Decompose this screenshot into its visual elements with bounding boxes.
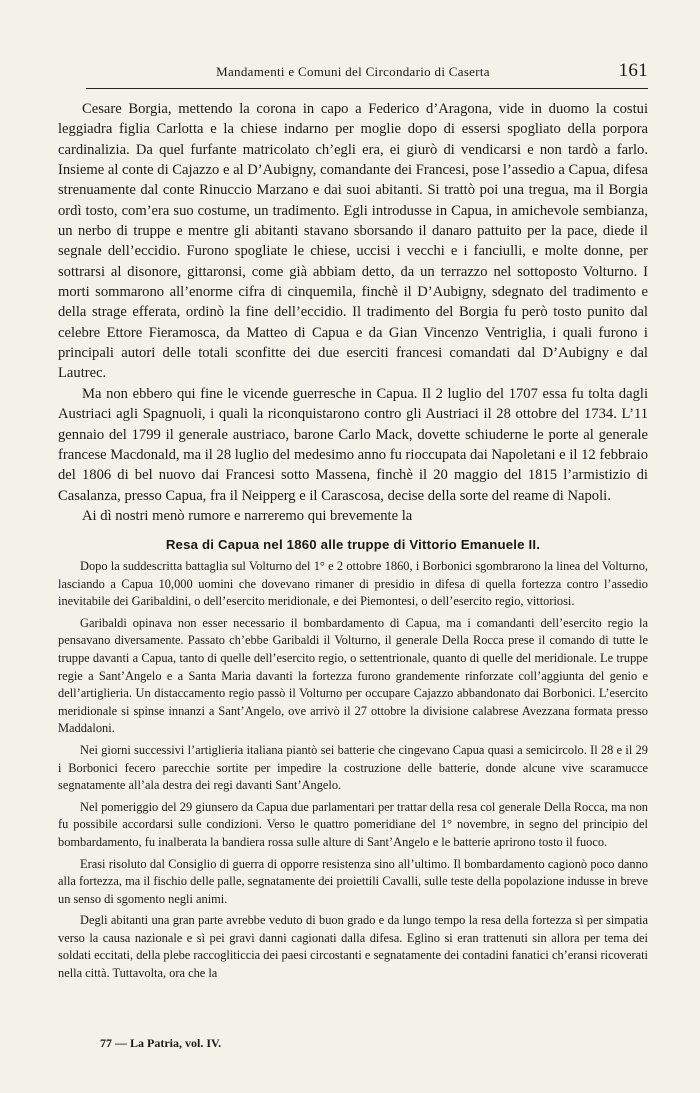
main-text [58, 99, 648, 526]
section-text [58, 558, 648, 987]
header-rule [86, 88, 648, 89]
page-number: 161 [618, 60, 648, 81]
paragraph: Erasi risoluto dal Consiglio di guerra di opporre resistenza sino all’ultimo. Il bombardamento cagionò poco danno alla fortezza, ma il fischio delle palle, segnatamente dei proiettili Cavalli, sulle teste della popolazione indusse in breve un senso di sgomento negli animi. [58, 856, 648, 906]
paragraph: Ma non ebbero qui fine le vicende guerresche in Capua. Il 2 luglio del 1707 essa fu tolta dagli Austriaci agli Spagnuoli, i quali la riconquistarono contro gli Austriaci il 28 ottobre del 1734. L’11 gennaio del 1799 il generale austriaco, barone Carlo Mack, dovette schiuderne le porte al generale francese Macdonald, ma il 28 luglio del medesimo anno fu rioccupata dai Napoletani e il 12 febbraio del 1806 di bel nuovo dai Francesi sotto Massena, finchè il 20 maggio del 1815 l’armistizio di Casalanza, presso Capua, fra il Neipperg e il Carascosa, decise della sorte del reame di Napoli. [58, 385, 648, 504]
running-header [58, 62, 648, 84]
paragraph: Nei giorni successivi l’artiglieria italiana piantò sei batterie che cingevano Capua quasi a semicircolo. Il 28 e il 29 i Borbonici fecero parecchie sortite per impedire la costruzione delle batterie, donde alcune vive scaramucce segnatamente all’ala destra dei regi davanti Sant’Angelo. [58, 742, 648, 793]
paragraph: Degli abitanti una gran parte avrebbe veduto di buon grado e da lungo tempo la resa della fortezza sì per simpatia verso la causa nazionale e sì pei gravi danni cagionati dalla difesa. Eglino si eran trattenuti sin allora per tema dei soldati eccitati, della plebe raccogliticcia dei paesi circostanti e segnatamente dei contadini fanatici ch’eransi ricoverati nella città. Tuttavolta, ora che la [58, 913, 648, 981]
header-title: Mandamenti e Comuni del Circondario di Caserta [216, 64, 490, 79]
paragraph: Dopo la suddescritta battaglia sul Volturno del 1° e 2 ottobre 1860, i Borbonici sgombrarono la linea del Volturno, lasciando a Capua 10,000 uomini che dovevano rimaner di presidio in difesa di quella fortezza contro l’assedio inevitabile dei Garibaldini, o dell’esercito meridionale, e dei Piemontesi, o dell’esercito regio, vittoriosi. [58, 559, 648, 609]
paragraph: Nel pomeriggio del 29 giunsero da Capua due parlamentari per trattar della resa col generale Della Rocca, ma non fu possibile accordarsi sulle condizioni. Verso le quattro pomeridiane del 1° novembre, in segno del principio del bombardamento, fu inalberata la bandiera rossa sulle alture di Sant’Angelo e le batterie aprirono tosto il fuoco. [58, 799, 648, 849]
footer-signature: 77 — La Patria, vol. IV. [100, 1036, 222, 1050]
paragraph: Garibaldi opinava non esser necessario il bombardamento di Capua, ma i comandanti dell’esercito regio la pensavano diversamente. Passato ch’ebbe Garibaldi il Volturno, il generale Della Rocca prese il comando di tutte le truppe davanti a Capua, tanto di quelle dell’esercito regio, o settentrionale, quanto di quelle del meridionale. Le truppe regie a Sant’Angelo e a Santa Maria davanti la fortezza furono grandemente rinforzate coll’aggiunta del genio e dell’artiglieria. Un distaccamento regio passò il Volturno per occupare Cajazzo abbandonato dai Borbonici. L’esercito meridionale si spinse innanzi a Sant’Angelo, ove arrivò il 27 ottobre la divisione calabrese Avezzana formata presso Maddaloni. [58, 615, 648, 736]
section-title: Resa di Capua nel 1860 alle truppe di Vittorio Emanuele II. [165, 537, 541, 552]
paragraph: Ai dì nostri menò rumore e narreremo qui brevemente la [82, 507, 413, 524]
paragraph: Cesare Borgia, mettendo la corona in capo a Federico d’Aragona, vide in duomo la costui leggiadra figlia Carlotta e la chiese indarno per moglie dopo di essersi spogliato della porpora cardinalizia. Da quel furfante matricolato ch’egli era, ei giurò di vendicarsi e non tardò a farlo. Insieme al conte di Cajazzo e al D’Aubigny, comandante dei Francesi, pose l’assedio a Capua, difesa strenuamente dal conte Rinuccio Marzano e dai suoi abitanti. Si trattò poi una tregua, ma il Borgia ordì tosto, com’era suo costume, un tradimento. Egli introdusse in Capua, in amichevole sembianza, un nerbo di truppe e mentre gli abitanti stavano sborsando il danaro pattuito per la pace, diede il segnale dell’eccidio. Furono spogliate le chiese, uccisi i vecchi e i fanciulli, e molte donne, per sottrarsi al disonore, gittaronsi, come già abbiam detto, da un terrazzo nel sottoposto Volturno. I morti sommarono all’enorme cifra di cinquemila, finchè il D’Aubigny, sdegnato del tradimento e della strage efferata, ordinò la fine dell’eccidio. Il tradimento del Borgia fu però tosto punito dal celebre Ettore Fieramosca, da Matteo di Capua e da Gian Vincenzo Ventriglia, i quali furono i principali autori delle totali sconfitte dei due eserciti francesi comandati dal D’Aubigny e dal Lautrec. [58, 101, 648, 382]
